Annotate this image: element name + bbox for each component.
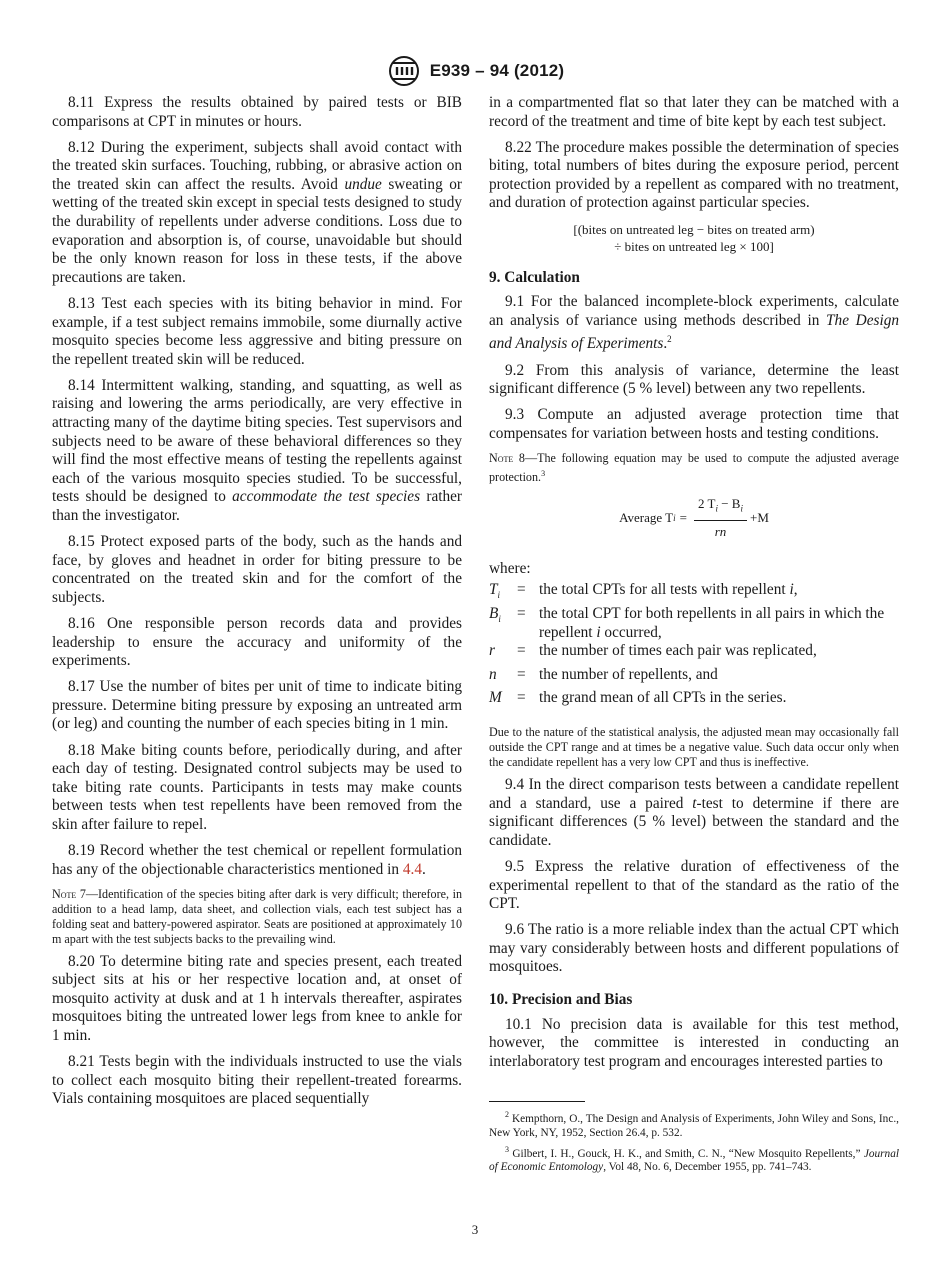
section-8-16: 8.16 One responsible person records data and provides leadership to ensure the accuracy and uniformity of the experiments. bbox=[52, 614, 462, 670]
left-column bbox=[52, 94, 462, 1116]
section-8-21: 8.21 Tests begin with the individuals instructed to use the vials to collect each mosquito biting their repellent-treated forearms. Vials containing mosquitoes are placed sequentially bbox=[52, 1053, 462, 1108]
section-9-3: 9.3 Compute an adjusted average protection time that compensates for variation between hosts and testing conditions. bbox=[489, 406, 899, 442]
section-10-1: 10.1 No precision data is available for this test method, however, the committee is interested in conducting an interlaboratory test program and encourages interested parties to bbox=[489, 1015, 899, 1070]
definition-text: the grand mean of all CPTs in the series. bbox=[539, 689, 787, 707]
definition-symbol: n bbox=[489, 665, 497, 683]
section-8-18: 8.18 Make biting counts before, periodically during, and after each day of testing. Designated control subjects may be used to take biting rate counts. Participants in tests may make counts between tests when test repellents have been removed from the skin after failure to repel. bbox=[52, 741, 462, 833]
variable-definitions bbox=[489, 581, 899, 713]
section-8-21-continued: in a compartmented flat so that later they can be matched with a record of the treatment and time of bite kept by each test subject. bbox=[489, 94, 899, 130]
astm-logo-icon bbox=[386, 54, 422, 88]
note-8: Note 8—The following equation may be used to compute the adjusted average protection.$^3$ bbox=[489, 450, 899, 484]
definition-text: the total CPT for both repellents in all pairs in which the repellent i occurred, bbox=[539, 604, 885, 641]
page-number: 3 bbox=[471, 1222, 479, 1237]
footnote-rule bbox=[489, 1101, 585, 1102]
section-8-22: 8.22 The procedure makes possible the determination of species biting, total numbers of bites during the exposure period, percent protection provided by a repellent as compared with no treatment, and duration of protection against particular species. bbox=[489, 138, 899, 212]
where-label: where: bbox=[489, 559, 531, 577]
definition-text: the number of times each pair was replicated, bbox=[539, 642, 817, 660]
section-9-2: 9.2 From this analysis of variance, determine the least significant difference (5 % level) between any two repellents. bbox=[489, 361, 899, 398]
definition-symbol: $B_i$ bbox=[489, 604, 501, 624]
percent-protection-equation: [(bites on untreated leg − bites on treated arm) ÷ bites on untreated leg × 100] bbox=[573, 221, 815, 254]
section-8-12: 8.12 During the experiment, subjects shall avoid contact with the treated skin surfaces. Touching, rubbing, or abrasive action on the treated skin can affect the results. Avoid undue sweating or wetting of the treated skin except in special tests designed to study the durability of repellents under adverse conditions. Loss due to evaporation and absorption is, of course, unavoidable but should be the only known reason for loss in these tests, if the above precautions are taken. bbox=[52, 138, 462, 286]
note-8-continued: Due to the nature of the statistical analysis, the adjusted mean may occasionally fall outside the CPT range and at times be a negative value. Such data occur only when the candidate repellent has a very low CPT and thus is ineffective. bbox=[489, 725, 899, 770]
definition-symbol: M bbox=[489, 689, 502, 707]
section-9-6: 9.6 The ratio is a more reliable index than the actual CPT which may vary considerably between hosts and different populations of mosquitoes. bbox=[489, 921, 899, 976]
definition-symbol: $T_i$ bbox=[489, 581, 501, 601]
definition-text: the number of repellents, and bbox=[539, 665, 718, 683]
section-8-15: 8.15 Protect exposed parts of the body, such as the hands and face, by gloves and headnet in order for biting pressure to be concentrated on the treated skin and for the comfort of the subjects. bbox=[52, 533, 462, 606]
standard-designation: E939 – 94 (2012) bbox=[429, 61, 565, 80]
section-8-19: 8.19 Record whether the test chemical or repellent formulation has any of the objectionable characteristics mentioned in 4.4. bbox=[52, 841, 462, 878]
definition-row: r = the number of times each pair was replicated, bbox=[489, 642, 899, 666]
footnote-2: $^2$ Kempthorn, O., The Design and Analysis of Experiments, John Wiley and Sons, Inc., New York, NY, 1952, Section 26.4, p. 532. bbox=[489, 1109, 899, 1139]
section-4-4-link[interactable]: 4.4 bbox=[402, 860, 422, 878]
section-8-17: 8.17 Use the number of bites per unit of time to indicate biting pressure. Determine biting pressure by exposing an untreated arm (or leg) and counting the number of each species biting in 1 min. bbox=[52, 678, 462, 733]
footnote-ref-2: 2 bbox=[667, 334, 672, 345]
footnote-3: $^3$ Gilbert, I. H., Gouck, H. K., and Smith, C. N., “New Mosquito Repellents,” Journal of Economic Entomology, Vol 48, No. 6, December 1955, pp. 741–743. bbox=[489, 1144, 899, 1174]
definition-row: n = the number of repellents, and bbox=[489, 666, 899, 690]
section-8-14: 8.14 Intermittent walking, standing, and squatting, as well as raising and lowering the arms periodically, are very effective in attracting many of the daytime biting species. Test supervisors and subjects need to be aware of these behavioral differences so they will find the most effective means of testing the repellents against each of the various mosquito species studied. To be successful, tests should be designed to accommodate the test species rather than the investigator. bbox=[52, 376, 463, 524]
section-10-heading: 10. Precision and Bias bbox=[489, 991, 633, 1008]
definition-symbol: r bbox=[489, 642, 495, 660]
section-8-13: 8.13 Test each species with its biting behavior in mind. For example, if a test subject remains immobile, some diurnally active mosquito species become less aggressive and biting pressure on the repellent treated skin will be reduced. bbox=[52, 294, 462, 368]
definition-row: $B_i$ = the total CPT for both repellents in all pairs in which the repellent i occurred, bbox=[489, 605, 899, 642]
definition-row: M = the grand mean of all CPTs in the series. bbox=[489, 689, 899, 713]
section-9-1: 9.1 For the balanced incomplete-block experiments, calculate an analysis of variance using methods described in The Design and Analysis of Experiments.$^2$ bbox=[489, 293, 899, 353]
section-8-20: 8.20 To determine biting rate and species present, each treated subject sits at his or her respective location and, at onset of mosquito activity at dusk and at 1 h intervals thereafter, aspirates mosquitoes biting the untreated lower legs from knee to ankle for 1 min. bbox=[52, 952, 462, 1045]
definition-text: the total CPTs for all tests with repellent i, bbox=[539, 581, 798, 599]
page-header bbox=[0, 54, 950, 88]
note-7: Note 7—Identification of the species biting after dark is very difficult; therefore, in addition to a head lamp, data sheet, and collection vials, each test subject has a folding seat and battery-powered aspirator. Seats are positioned at approximately 10 m apart with the test subjects backs to the prevailing wind. bbox=[52, 886, 462, 946]
section-8-11: 8.11 Express the results obtained by paired tests or BIB comparisons at CPT in minutes or hours. bbox=[52, 94, 462, 130]
section-9-4: 9.4 In the direct comparison tests between a candidate repellent and a standard, use a paired t-test to determine if there are significant differences (5 % level) between the standard and the candidate. bbox=[489, 776, 899, 849]
right-column bbox=[489, 94, 899, 1177]
section-9-5: 9.5 Express the relative duration of effectiveness of the experimental repellent to that of the standard as the ratio of the CPT. bbox=[489, 857, 899, 913]
section-9-heading: 9. Calculation bbox=[489, 268, 580, 286]
definition-row: $T_i$ = the total CPTs for all tests with repellent i, bbox=[489, 581, 899, 605]
adjusted-average-equation: Average T i = $\frac{2 T_i - B_i}{rn}$ +M bbox=[619, 495, 769, 540]
